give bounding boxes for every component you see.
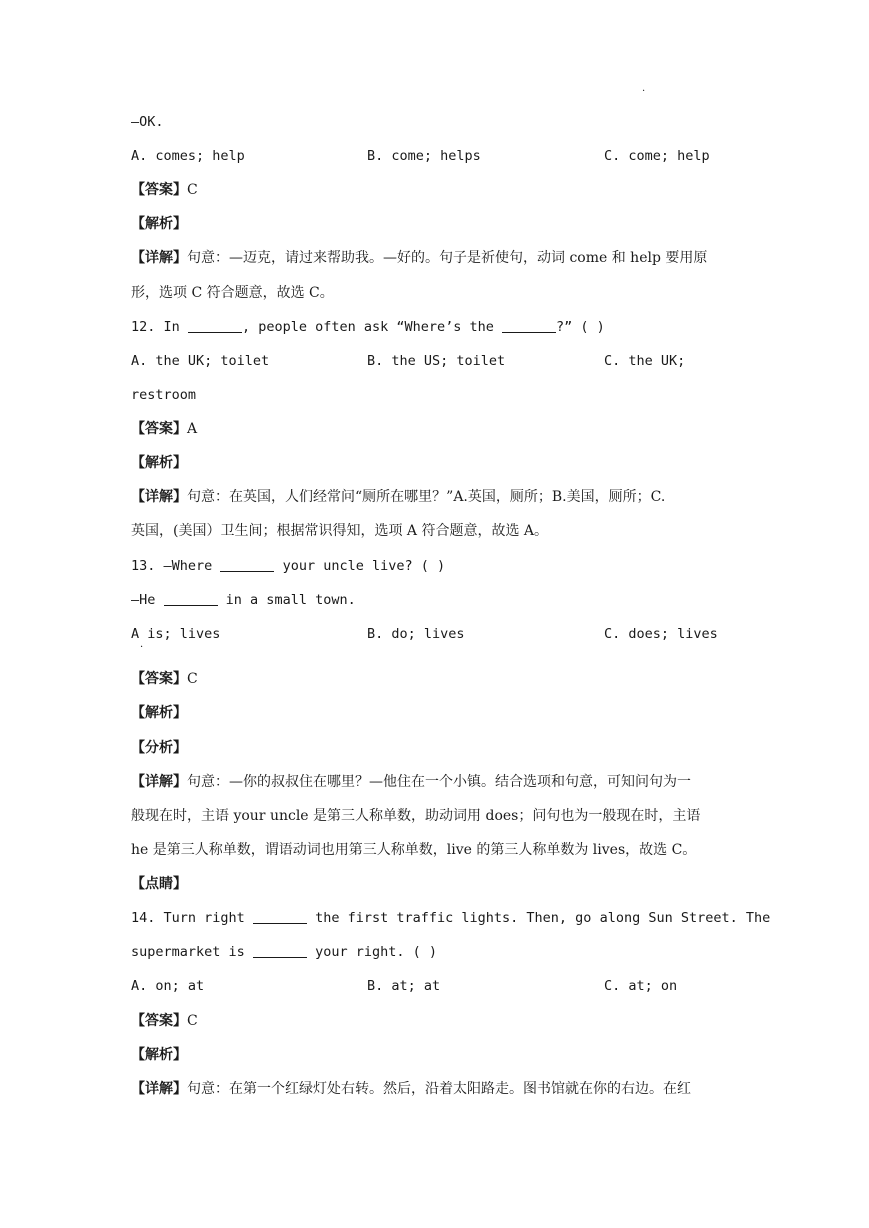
detail-label: 【详解】: [131, 489, 187, 505]
q14-options: [131, 976, 741, 996]
q12-option-c-cont: restroom: [131, 387, 197, 403]
q11-analysis-label: 【解析】: [131, 216, 187, 232]
q11-option-c: C. come; help: [604, 148, 710, 164]
q11-option-b: B. come; helps: [367, 148, 481, 164]
q14-stem: 14. Turn right the first traffic lights. Then, go along Sun Street. The: [131, 910, 771, 926]
answer-label: 【答案】: [131, 1013, 187, 1029]
q14-line2: supermarket is your right. ( ): [131, 944, 437, 960]
answer-blank: [502, 318, 556, 333]
answer-blank: [220, 557, 274, 572]
answer-blank: [188, 318, 242, 333]
answer-blank: [253, 909, 307, 924]
q11-answer: [131, 180, 741, 200]
q14-detail-line1: [131, 1079, 741, 1099]
q13-options: [131, 624, 741, 644]
q12-option-c: C. the UK;: [604, 353, 686, 369]
stray-dot: ·: [140, 642, 144, 653]
answer-label: 【答案】: [131, 182, 187, 198]
q12-options: [131, 351, 741, 371]
q11-options: [131, 146, 741, 166]
q13-dianjing-label: 【点睛】: [131, 876, 187, 892]
detail-label: 【详解】: [131, 774, 187, 790]
q13-answer: [131, 669, 741, 689]
q14-option-a: A. on; at: [131, 978, 205, 994]
answer-label: 【答案】: [131, 671, 187, 687]
q14-option-c: C. at; on: [604, 978, 678, 994]
q12-analysis-label: 【解析】: [131, 455, 187, 471]
q14-option-b: B. at; at: [367, 978, 441, 994]
q12-detail-line1: [131, 487, 741, 507]
answer-value: C: [187, 182, 198, 198]
q11-detail-line2: 形，选项 C 符合题意，故选 C。: [131, 285, 334, 301]
q13-detail-line2: 般现在时，主语 your uncle 是第三人称单数，助动词用 does；问句也为一般现在时，主语: [131, 808, 701, 824]
q13-option-b: B. do; lives: [367, 626, 465, 642]
q11-detail-line1: [131, 248, 741, 268]
q14-analysis-label: 【解析】: [131, 1047, 187, 1063]
header-mark: .: [642, 83, 646, 94]
q13-stem: 13. —Where your uncle live? ( ): [131, 558, 446, 574]
detail-text: 句意：在英国，人们经常问“厕所在哪里？”A.英国，厕所；B.美国，厕所；C.: [187, 489, 666, 505]
q13-analysis-label: 【解析】: [131, 705, 187, 721]
q11-reply: —OK.: [131, 114, 164, 130]
q11-option-a: A. comes; help: [131, 148, 245, 164]
question-number: 14.: [131, 910, 156, 926]
detail-label: 【详解】: [131, 1081, 187, 1097]
q13-detail-line1: [131, 772, 741, 792]
answer-blank: [164, 591, 218, 606]
answer-value: A: [187, 421, 198, 437]
q12-answer: [131, 419, 741, 439]
answer-value: C: [187, 671, 198, 687]
q12-stem: 12. In , people often ask “Where’s the ?” ( ): [131, 319, 605, 335]
detail-text: 句意：在第一个红绿灯处右转。然后，沿着太阳路走。图书馆就在你的右边。在红: [187, 1081, 691, 1097]
q14-answer: [131, 1011, 741, 1031]
detail-text: 句意：—你的叔叔住在哪里？—他住在一个小镇。结合选项和句意，可知问句为一: [187, 774, 691, 790]
q13-option-a: A is; lives: [131, 626, 221, 642]
answer-value: C: [187, 1013, 198, 1029]
detail-text: 句意：—迈克，请过来帮助我。—好的。句子是祈使句，动词 come 和 help 要用原: [187, 250, 708, 266]
question-number: 13.: [131, 558, 156, 574]
detail-label: 【详解】: [131, 250, 187, 266]
answer-label: 【答案】: [131, 421, 187, 437]
q12-option-a: A. the UK; toilet: [131, 353, 270, 369]
q13-detail-line3: he 是第三人称单数，谓语动词也用第三人称单数，live 的第三人称单数为 lives，故选 C。: [131, 842, 697, 858]
q12-detail-line2: 英国，(美国）卫生间；根据常识得知，选项 A 符合题意，故选 A。: [131, 523, 549, 539]
q13-line2: —He in a small town.: [131, 592, 356, 608]
answer-blank: [253, 943, 307, 958]
q12-option-b: B. the US; toilet: [367, 353, 506, 369]
q13-option-c: C. does; lives: [604, 626, 718, 642]
question-number: 12.: [131, 319, 156, 335]
q13-fenxi-label: 【分析】: [131, 740, 187, 756]
